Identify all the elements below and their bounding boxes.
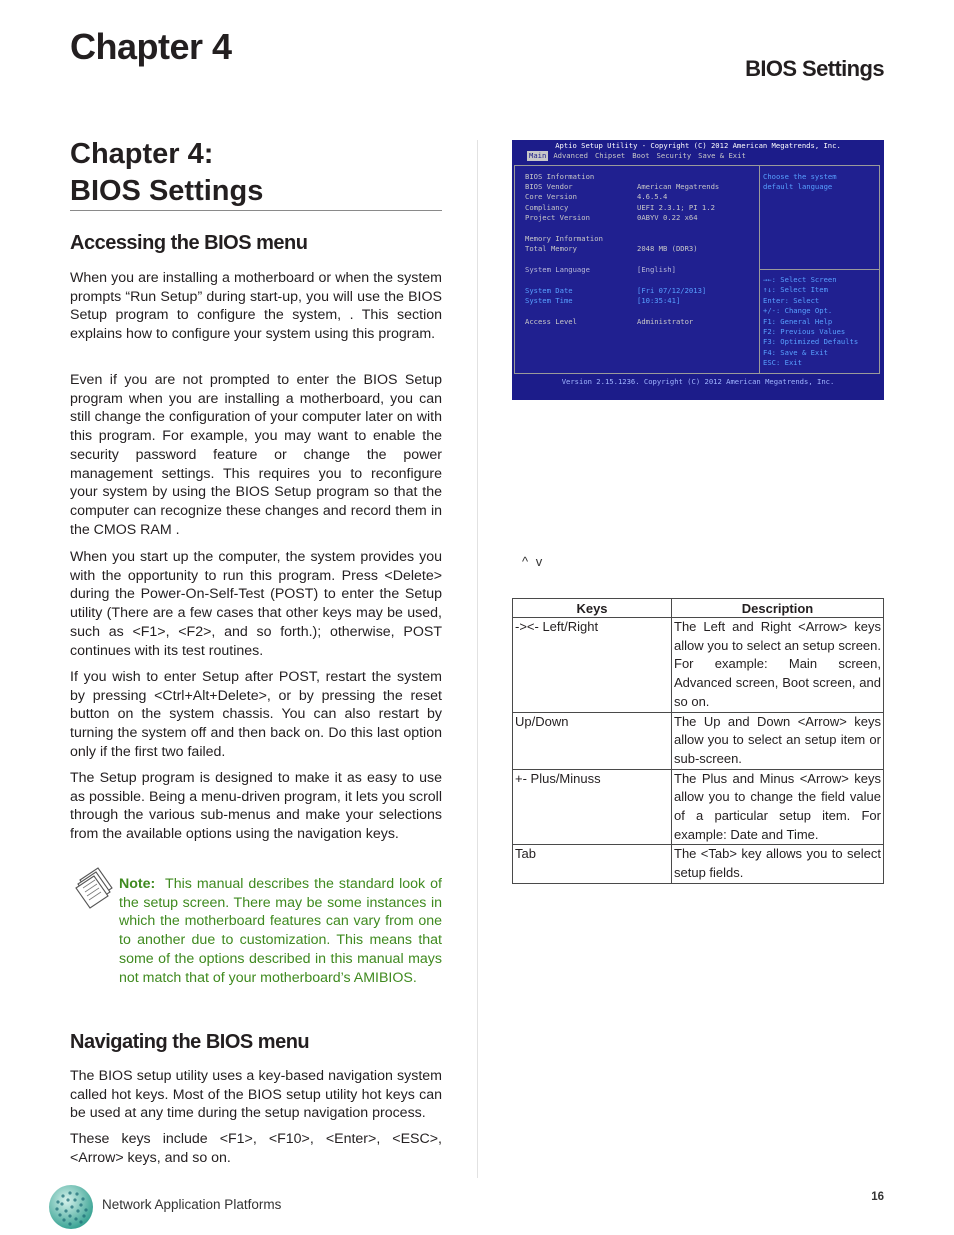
table-row — [513, 618, 884, 713]
bios-row: Project Version 0ABYV 0.22 x64 — [525, 213, 698, 222]
chapter-title-line1: Chapter 4: — [70, 138, 214, 170]
section-header: BIOS Settings — [745, 56, 884, 81]
description-cell: The Left and Right <Arrow> keys allow you to select an setup screen. For example: Main screen, Advanced screen, Boot screen, and so on. — [672, 618, 884, 713]
chapter-title-line2: BIOS Settings — [70, 175, 264, 207]
bios-hotkey: F4: Save & Exit — [763, 348, 828, 357]
bios-tab-bar — [527, 151, 751, 161]
key-cell: Tab — [513, 845, 672, 883]
bios-row: Total Memory 2048 MB (DDR3) — [525, 244, 698, 253]
bios-hotkey: Enter: Select — [763, 296, 820, 305]
bios-hotkey: →←: Select Screen — [763, 275, 837, 284]
note-text — [119, 875, 442, 987]
key-cell: +- Plus/Minuss — [513, 769, 672, 845]
bios-row: BIOS Information — [525, 172, 595, 181]
keys-table — [512, 598, 884, 884]
note-pad-icon — [74, 866, 116, 910]
column-header-keys: Keys — [513, 599, 672, 618]
bios-row-system-time[interactable]: System Time [10:35:41] — [525, 296, 681, 305]
key-cell: -><- Left/Right — [513, 618, 672, 713]
page-number: 16 — [871, 1191, 884, 1203]
bios-hotkey: +/-: Change Opt. — [763, 306, 833, 315]
accessing-paragraph-3: When you start up the computer, the system provides you with the opportunity to run this program. Press <Delete> during the Power-On-Self-Test (POST) to enter the Setup utility (There are a few cases that other keys may be used, such as <F1>, <F2>, and so forth.); otherwise, POST continues with its test routines. — [70, 549, 442, 659]
description-cell: The <Tab> key allows you to select setup fields. — [672, 845, 884, 883]
bios-hotkey: F1: General Help — [763, 317, 833, 326]
note-label: Note: — [119, 876, 156, 892]
bios-help-text: default language — [763, 182, 833, 191]
navigating-paragraph-2: These keys include <F1>, <F10>, <Enter>, <ESC>, <Arrow> keys, and so on. — [70, 1131, 442, 1166]
accessing-paragraph-5: The Setup program is designed to make it as easy to use as possible. Being a menu-driven program, it lets you scroll through the various sub-menus and make your selections from the available options using the navigation keys. — [70, 770, 442, 843]
arrow-keys-glyphs: ^ v — [522, 554, 545, 569]
bios-tab-boot[interactable]: Boot — [632, 151, 650, 160]
bios-help-divider — [760, 269, 880, 270]
bios-tab-main[interactable]: Main — [529, 151, 547, 160]
bios-help-text: Choose the system — [763, 172, 837, 181]
bios-row: Compliancy UEFI 2.3.1; PI 1.2 — [525, 203, 715, 212]
column-divider — [477, 140, 478, 1178]
description-cell: The Plus and Minus <Arrow> keys allow you to change the field value of a particular setup item. For example: Date and Time. — [672, 769, 884, 845]
bios-row-system-language[interactable]: System Language [English] — [525, 265, 676, 274]
bios-hotkey: F2: Previous Values — [763, 327, 846, 336]
navigating-paragraph-1: The BIOS setup utility uses a key-based navigation system called hot keys. Most of the BIOS setup utility hot keys can be used at any time during the setup navigation process. — [70, 1068, 442, 1122]
bios-tab-security[interactable]: Security — [656, 151, 692, 160]
description-cell: The Up and Down <Arrow> keys allow you to select an setup item or sub-screen. — [672, 712, 884, 769]
bios-row: Memory Information — [525, 234, 603, 243]
key-cell: Up/Down — [513, 712, 672, 769]
table-row — [513, 712, 884, 769]
footer-text: Network Application Platforms — [102, 1197, 282, 1212]
company-logo-icon — [48, 1184, 94, 1230]
bios-tab-chipset[interactable]: Chipset — [594, 151, 626, 160]
chapter-title — [70, 136, 442, 210]
table-header-row — [513, 599, 884, 618]
chapter-header: Chapter 4 — [70, 26, 232, 67]
column-header-description: Description — [672, 599, 884, 618]
bios-setup-screenshot — [512, 140, 884, 400]
table-row — [513, 769, 884, 845]
accessing-heading: Accessing the BIOS menu — [70, 232, 308, 254]
bios-title-bar: Aptio Setup Utility - Copyright (C) 2012 American Megatrends, Inc. — [555, 141, 841, 150]
accessing-paragraph-2: Even if you are not prompted to enter the BIOS Setup program when you are installing a motherboard, you can still change the configuration of your computer later on with this program. For example, you may want to enable the security password feature or change the power management settings. This requires you to reconfigure your system by using the BIOS Setup program so that the computer can recognize these changes and record them in the CMOS RAM . — [70, 372, 442, 538]
bios-row: Access Level Administrator — [525, 317, 694, 326]
bios-version-footer: Version 2.15.1236. Copyright (C) 2012 American Megatrends, Inc. — [561, 377, 835, 386]
bios-tab-save-exit[interactable]: Save & Exit — [698, 151, 746, 160]
navigating-heading: Navigating the BIOS menu — [70, 1031, 310, 1053]
table-row — [513, 845, 884, 883]
bios-hotkey: ↑↓: Select Item — [763, 285, 828, 294]
bios-row: BIOS Vendor American Megatrends — [525, 182, 720, 191]
bios-hotkey: ESC: Exit — [763, 358, 802, 367]
bios-row: Core Version 4.6.5.4 — [525, 192, 668, 201]
note-body: This manual describes the standard look of the setup screen. There may be some instances in which the motherboard features can vary from one to another due to customization. This means that some of the options described in this manual mays not match that of your motherboard’s AMIBIOS. — [119, 876, 442, 986]
bios-hotkey: F3: Optimized Defaults — [763, 337, 859, 346]
bios-row-system-date[interactable]: System Date [Fri 07/12/2013] — [525, 286, 707, 295]
bios-tab-advanced[interactable]: Advanced — [553, 151, 588, 160]
title-divider — [70, 210, 442, 211]
accessing-paragraph-4: If you wish to enter Setup after POST, restart the system by pressing <Ctrl+Alt+Delete>, or by pressing the reset button on the system chassis. You can also restart by turning the system off and then back on. Do this last option only if the first two failed. — [70, 669, 442, 760]
accessing-paragraph-1: When you are installing a motherboard or when the system prompts “Run Setup” during start-up, you will use the BIOS Setup program to configure the system, . This section explains how to configure your system using this program. — [70, 270, 442, 343]
